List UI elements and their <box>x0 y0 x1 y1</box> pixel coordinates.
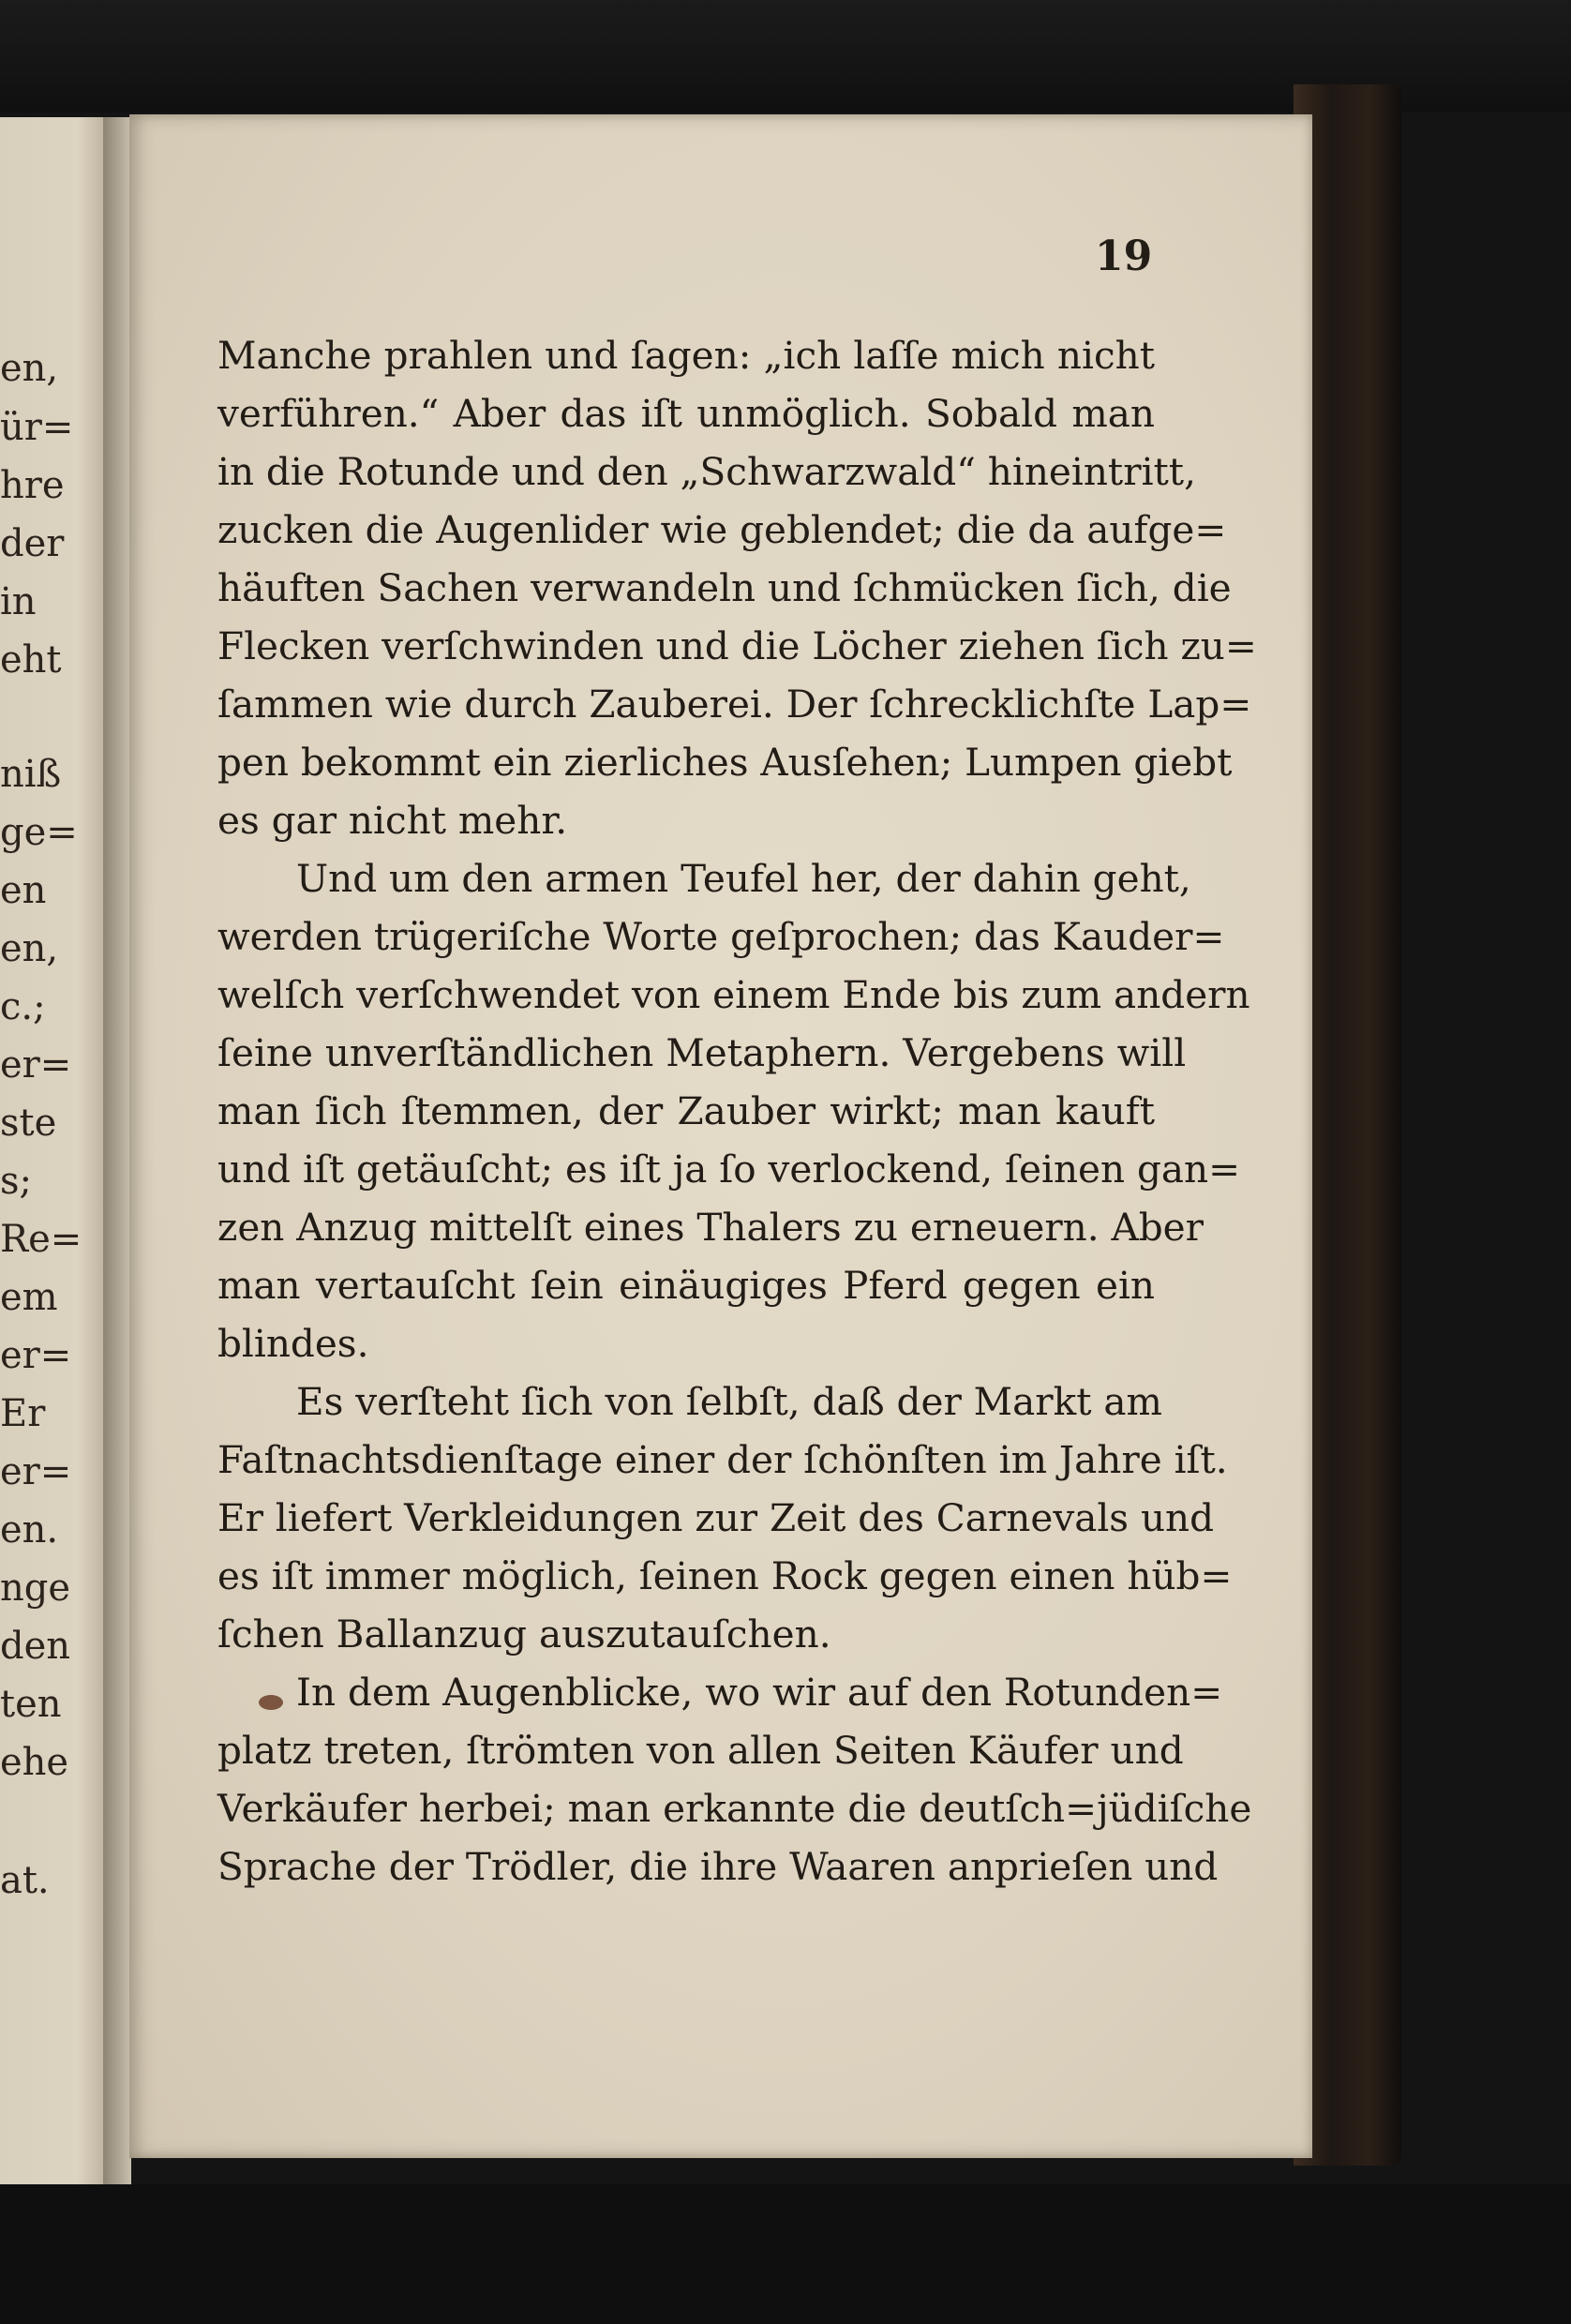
left-page-fragment: ür= <box>0 406 74 449</box>
left-page-fragment: nge <box>0 1567 71 1610</box>
text-line: Faſtnachtsdienſtage einer der ſchönſten im Jahre iſt. <box>217 1437 1228 1482</box>
left-page-fragment: in <box>0 580 37 623</box>
text-line: Er liefert Verkleidungen zur Zeit des Carnevals und <box>217 1495 1215 1540</box>
text-line: es gar nicht mehr. <box>217 798 568 843</box>
left-page-fragment: s; <box>0 1160 33 1203</box>
left-page-fragment: en <box>0 869 47 912</box>
text-line: werden trügeriſche Worte geſprochen; das Kauder= <box>217 914 1225 959</box>
book-gutter <box>103 117 131 2208</box>
left-page-fragment: der <box>0 522 65 565</box>
text-line: Manche prahlen und ſagen: „ich laſſe mich nicht <box>217 333 1155 378</box>
left-page-fragment: ge= <box>0 811 78 854</box>
left-page-fragment: ste <box>0 1102 57 1145</box>
text-line: Flecken verſchwinden und die Löcher ziehen ſich zu= <box>217 623 1257 668</box>
text-line: verführen.“ Aber das iſt unmöglich. Sobald man <box>217 391 1155 436</box>
text-line: Es verſteht ſich von ſelbſt, daß der Markt am <box>296 1379 1162 1424</box>
text-line: welſch verſchwendet von einem Ende bis zum andern <box>217 972 1250 1017</box>
text-line: ſammen wie durch Zauberei. Der ſchrecklichſte Lap= <box>217 682 1252 727</box>
text-line: in die Rotunde und den „Schwarzwald“ hineintritt, <box>217 449 1196 494</box>
left-page-fragment: den <box>0 1625 71 1668</box>
text-line: Sprache der Trödler, die ihre Waaren anprieſen und <box>217 1844 1219 1889</box>
left-page-fragment: Er <box>0 1392 46 1435</box>
text-line: Und um den armen Teufel her, der dahin geht, <box>296 856 1191 901</box>
text-line: und iſt getäuſcht; es iſt ja ſo verlockend, ſeinen gan= <box>217 1147 1241 1192</box>
left-page-fragment: em <box>0 1276 58 1319</box>
left-page-fragment: hre <box>0 464 65 507</box>
text-line: blindes. <box>217 1321 369 1366</box>
left-page-fragment: er= <box>0 1334 72 1377</box>
left-page-fragment: Re= <box>0 1218 82 1261</box>
left-page-fragment: en, <box>0 347 59 390</box>
left-page-fragment: ehe <box>0 1741 69 1784</box>
left-page-fragment: at. <box>0 1859 50 1902</box>
left-page-fragment: c.; <box>0 985 46 1028</box>
text-line: es iſt immer möglich, ſeinen Rock gegen einen hüb= <box>217 1553 1233 1598</box>
page-number: 19 <box>1095 232 1153 280</box>
ink-stain <box>259 1695 283 1710</box>
left-page <box>0 117 111 2208</box>
left-page-fragment: er= <box>0 1043 72 1087</box>
text-line: zen Anzug mittelſt eines Thalers zu erneuern. Aber <box>217 1205 1204 1250</box>
text-line: man ſich ſtemmen, der Zauber wirkt; man kauft <box>217 1088 1155 1133</box>
left-page-fragment: niß <box>0 753 62 796</box>
left-page-fragment: en, <box>0 927 59 970</box>
text-line: platz treten, ſtrömten von allen Seiten Käufer und <box>217 1728 1184 1773</box>
text-line: zucken die Augenlider wie geblendet; die da aufge= <box>217 507 1227 552</box>
text-line: häuften Sachen verwandeln und ſchmücken ſich, die <box>217 565 1232 610</box>
text-line: pen bekommt ein zierliches Ausſehen; Lumpen giebt <box>217 740 1233 785</box>
left-page-fragment: ten <box>0 1683 62 1726</box>
text-line: man vertauſcht ſein einäugiges Pferd gegen ein <box>217 1263 1155 1308</box>
text-line: ſchen Ballanzug auszutauſchen. <box>217 1612 831 1657</box>
left-page-fragment: en. <box>0 1508 59 1552</box>
text-line: ſeine unverſtändlichen Metaphern. Vergebens will <box>217 1030 1187 1075</box>
text-line: In dem Augenblicke, wo wir auf den Rotunden= <box>296 1670 1223 1715</box>
text-line: Verkäufer herbei; man erkannte die deutſch=jüdiſche <box>217 1786 1252 1831</box>
background-bottom <box>0 2184 1571 2324</box>
left-page-fragment: er= <box>0 1450 72 1493</box>
left-page-fragment: eht <box>0 638 62 682</box>
